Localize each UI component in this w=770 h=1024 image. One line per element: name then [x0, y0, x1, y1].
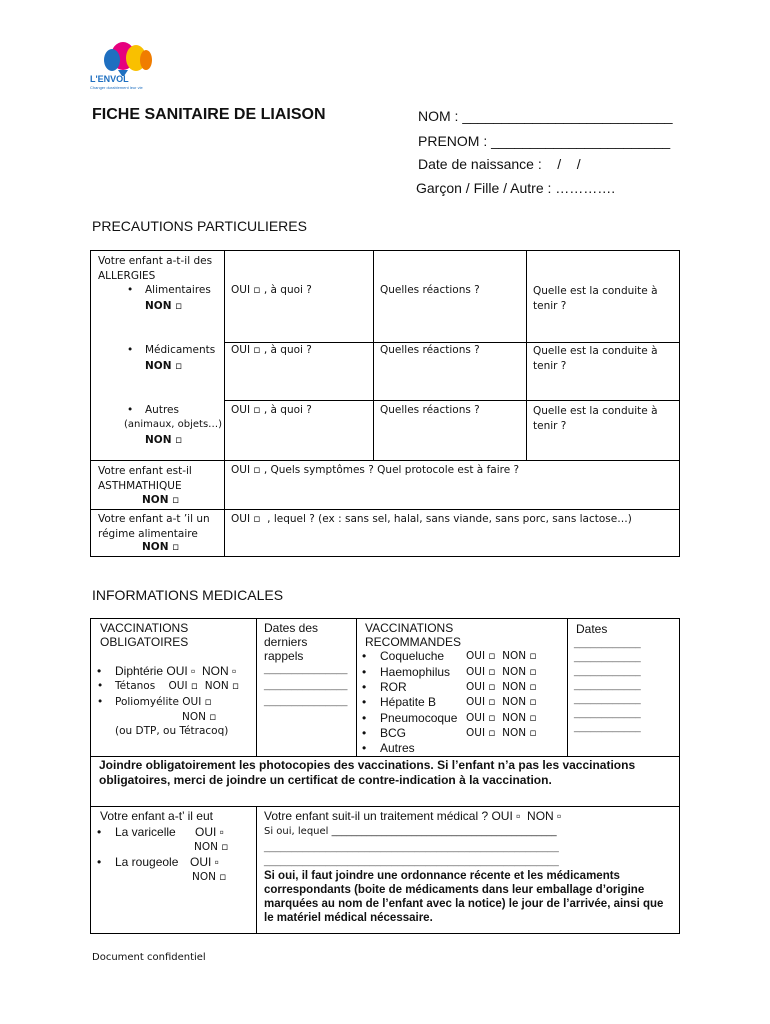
- recom-haemophilus: • Haemophilus: [380, 665, 450, 679]
- medical-title: INFORMATIONS MEDICALES: [92, 587, 284, 603]
- allergy-non-alimentaires[interactable]: NON ▫: [145, 300, 183, 312]
- precautions-table: [90, 250, 680, 557]
- asthma-non[interactable]: NON ▫: [142, 494, 180, 506]
- rougeole-label: • La rougeole: [115, 855, 178, 869]
- diet-non[interactable]: NON ▫: [142, 541, 180, 553]
- traitement-line-2[interactable]: _____________________________________________________: [264, 856, 559, 867]
- recom-pneumocoque-yn[interactable]: OUI ▫ NON ▫: [466, 712, 537, 724]
- recom-date-7[interactable]: ____________: [574, 722, 641, 733]
- maladies-header: Votre enfant a-t’ il eut: [100, 809, 213, 823]
- recom-haemophilus-yn[interactable]: OUI ▫ NON ▫: [466, 666, 537, 678]
- gender-field[interactable]: Garçon / Fille / Autre : ………….: [416, 180, 616, 196]
- logo: [88, 40, 158, 98]
- traitement-question[interactable]: Votre enfant suit-il un traitement médical ? OUI ▫ NON ▫: [264, 809, 562, 823]
- dates-header: Dates des derniers rappels: [264, 621, 319, 663]
- recom-date-2[interactable]: ____________: [574, 652, 641, 663]
- allergy-oui-alimentaires[interactable]: OUI ▫ , à quoi ?: [231, 284, 312, 296]
- allergy-non-medicaments[interactable]: NON ▫: [145, 360, 183, 372]
- allergy-label-medicaments: • Médicaments: [145, 344, 215, 356]
- allergy-reactions-medicaments: Quelles réactions ?: [380, 344, 480, 356]
- traitement-line-1[interactable]: _____________________________________________________: [264, 842, 559, 853]
- footer-confidentiel: Document confidentiel: [92, 952, 206, 963]
- allergy-label-autres: • Autres: [145, 404, 179, 416]
- allergy-oui-autres[interactable]: OUI ▫ , à quoi ?: [231, 404, 312, 416]
- recom-bcg-yn[interactable]: OUI ▫ NON ▫: [466, 727, 537, 739]
- vaccination-note: Joindre obligatoirement les photocopies des vaccinations. Si l’enfant n’a pas les vaccinations obligatoires, merci de joindre un certificat de contre-indication à la vaccination.: [99, 758, 636, 787]
- diet-label: Votre enfant a-t ’il un régime alimentaire: [98, 513, 210, 540]
- allergy-sublabel-autres: (animaux, objets…): [124, 419, 223, 430]
- recom-dates-header: Dates: [576, 622, 608, 636]
- recom-date-4[interactable]: ____________: [574, 680, 641, 691]
- nom-field[interactable]: NOM : ___________________________: [418, 108, 673, 124]
- asthma-label: Votre enfant est-il ASTHMATHIQUE: [98, 465, 192, 492]
- recom-date-3[interactable]: ____________: [574, 666, 641, 677]
- varicelle-non[interactable]: NON ▫: [194, 841, 229, 853]
- allergy-conduite-medicaments: Quelle est la conduite à tenir ?: [533, 345, 658, 372]
- recom-pneumocoque: • Pneumocoque: [380, 711, 457, 725]
- allergy-reactions-alimentaires: Quelles réactions ?: [380, 284, 480, 296]
- oblig-date-3[interactable]: _______________: [264, 696, 348, 707]
- birthdate-field[interactable]: Date de naissance : / /: [418, 156, 581, 172]
- allergy-conduite-autres: Quelle est la conduite à tenir ?: [533, 405, 658, 432]
- asthma-oui[interactable]: OUI ▫ , Quels symptômes ? Quel protocole est à faire ?: [231, 464, 520, 476]
- page-title: FICHE SANITAIRE DE LIAISON: [92, 106, 326, 123]
- allergies-intro: Votre enfant a-t-il des ALLERGIES: [98, 255, 213, 282]
- recom-coqueluche-yn[interactable]: OUI ▫ NON ▫: [466, 650, 537, 662]
- recom-date-1[interactable]: ____________: [574, 638, 641, 649]
- recom-coqueluche: • Coqueluche: [380, 649, 444, 663]
- traitement-lequel[interactable]: Si oui, lequel _____________________________________________: [264, 826, 557, 837]
- recom-autres: • Autres: [380, 741, 415, 755]
- vaccine-polio[interactable]: • Poliomyélite OUI ▫: [115, 696, 212, 708]
- logo-subtext: Changer durablement leur vie: [90, 85, 143, 90]
- recom-bcg: • BCG: [380, 726, 406, 740]
- vaccine-polio-note: (ou DTP, ou Tétracoq): [115, 725, 229, 737]
- ordonnance-note: Si oui, il faut joindre une ordonnance récente et les médicaments correspondants (boite de médicaments dans leur emballage d’origine marquées au nom de l’enfant avec la notice) le jour de l’arrivée, ainsi que le matériel médical nécessaire.: [264, 870, 664, 924]
- rougeole-oui[interactable]: OUI ▫: [190, 855, 219, 869]
- allergy-reactions-autres: Quelles réactions ?: [380, 404, 480, 416]
- medical-table: [90, 618, 680, 934]
- logo-text: L'ENVOL: [90, 74, 129, 84]
- oblig-date-1[interactable]: _______________: [264, 664, 348, 675]
- precautions-title: PRECAUTIONS PARTICULIERES: [92, 218, 307, 234]
- rougeole-non[interactable]: NON ▫: [192, 871, 227, 883]
- allergy-conduite-alimentaires: Quelle est la conduite à tenir ?: [533, 285, 658, 312]
- allergy-non-autres[interactable]: NON ▫: [145, 434, 183, 446]
- oblig-date-2[interactable]: _______________: [264, 680, 348, 691]
- recom-ror: • ROR: [380, 680, 407, 694]
- vaccine-diphterie[interactable]: • Diphtérie OUI ▫ NON ▫: [115, 664, 236, 678]
- recom-hepatite-b: • Hépatite B: [380, 695, 436, 709]
- allergy-label-alimentaires: • Alimentaires: [145, 284, 211, 296]
- vaccine-polio-non[interactable]: NON ▫: [182, 711, 217, 723]
- diet-oui[interactable]: OUI ▫ , lequel ? (ex : sans sel, halal, sans viande, sans porc, sans lactose…): [231, 513, 632, 525]
- recom-date-6[interactable]: ____________: [574, 708, 641, 719]
- prenom-field[interactable]: PRENOM : _______________________: [418, 133, 671, 149]
- recom-date-5[interactable]: ____________: [574, 694, 641, 705]
- varicelle-label: • La varicelle: [115, 825, 176, 839]
- vaccine-tetanos[interactable]: • Tétanos OUI ▫ NON ▫: [115, 680, 239, 692]
- recom-hepatite-b-yn[interactable]: OUI ▫ NON ▫: [466, 696, 537, 708]
- recom-header: VACCINATIONS RECOMMANDES: [365, 621, 462, 649]
- varicelle-oui[interactable]: OUI ▫: [195, 825, 224, 839]
- oblig-header: VACCINATIONS OBLIGATOIRES: [100, 621, 189, 649]
- recom-ror-yn[interactable]: OUI ▫ NON ▫: [466, 681, 537, 693]
- allergy-oui-medicaments[interactable]: OUI ▫ , à quoi ?: [231, 344, 312, 356]
